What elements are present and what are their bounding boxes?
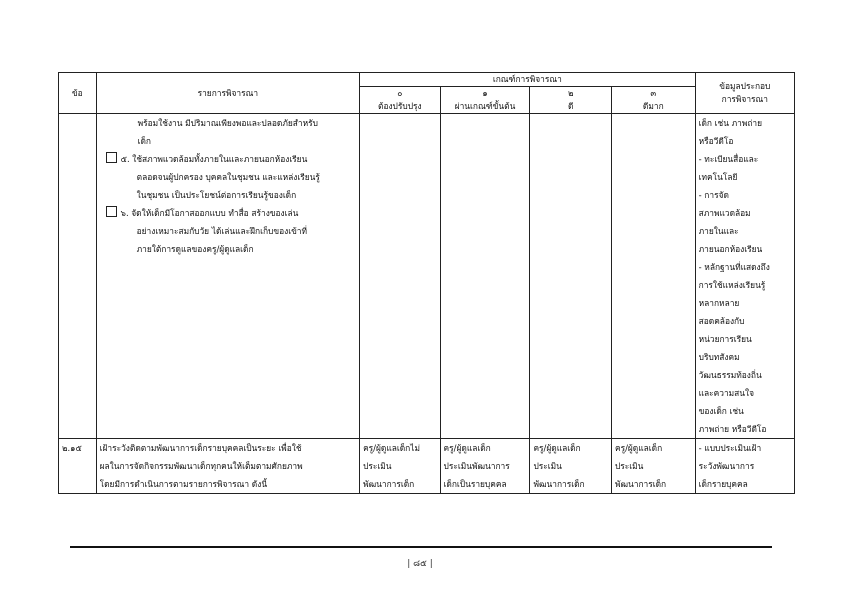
level-number: ๓ <box>650 88 657 98</box>
checklist-item-label: ๕. ใช้สภาพแวดล้อมทั้งภายในและภายนอกห้องเรียน <box>120 154 308 164</box>
info-line: วัฒนธรรมท้องถิ่น <box>698 370 762 380</box>
info-line: หลากหลาย <box>698 298 740 308</box>
info-line: ของเด็ก เช่น <box>698 406 744 416</box>
criteria-line: ประเมิน <box>614 461 644 471</box>
row1-level-2 <box>530 114 612 439</box>
item-text-line: โดยมีการดำเนินการตามรายการพิจารณา ดังนี้ <box>99 479 268 489</box>
checklist-item-6 <box>100 204 356 222</box>
page-number: | ๘๕ | <box>407 559 433 569</box>
row2-level-3 <box>611 439 695 494</box>
info-line: - ทะเบียนสื่อและ <box>698 154 759 164</box>
criteria-line: ประเมิน <box>533 461 562 471</box>
criteria-line: เด็กเป็นรายบุคคล <box>443 479 507 489</box>
header-info <box>695 73 794 114</box>
criteria-line: พัฒนาการเด็ก <box>533 479 585 489</box>
info-line: เทคโนโลยี <box>698 172 738 182</box>
evaluation-table <box>58 72 795 494</box>
level-number: ๐ <box>397 88 403 98</box>
criteria-line: พัฒนาการเด็ก <box>363 479 415 489</box>
level-label: ผ่านเกณฑ์ขั้นต้น <box>454 101 516 111</box>
checklist-item-5 <box>100 150 356 168</box>
header-no: ข้อ <box>59 73 97 114</box>
item-text-line: เด็ก <box>137 136 151 146</box>
info-line: เด็กรายบุคคล <box>698 479 748 489</box>
item-text-line: อย่างเหมาะสมกับวัย ได้เล่นและฝึกเก็บของเข้าที่ <box>136 226 308 236</box>
row1-level-0 <box>360 114 440 439</box>
row2-info <box>695 439 794 494</box>
criteria-line: ครู/ผู้ดูแลเด็ก <box>443 443 491 453</box>
info-line: - แบบประเมินเฝ้า <box>698 443 762 453</box>
info-line: สภาพแวดล้อม <box>698 208 751 218</box>
table-row <box>59 439 795 494</box>
item-text-line: ผลในการจัดกิจกรรมพัฒนาเด็กทุกคนให้เต็มตามศักยภาพ <box>99 461 303 471</box>
level-number: ๒ <box>567 88 574 98</box>
header-info-line-1: ข้อมูลประกอบ <box>719 81 771 91</box>
level-number: ๑ <box>482 88 488 98</box>
info-line: สอดคล้องกับ <box>698 316 745 326</box>
info-line: ภายนอกห้องเรียน <box>698 244 763 254</box>
info-line: - การจัด <box>698 190 729 200</box>
criteria-line: พัฒนาการเด็ก <box>614 479 667 489</box>
header-info-line-2: การพิจารณา <box>721 94 768 104</box>
level-label: ดีมาก <box>642 101 664 111</box>
header-level-3 <box>611 87 695 114</box>
header-criteria: เกณฑ์การพิจารณา <box>360 73 696 87</box>
row2-level-1 <box>440 439 530 494</box>
row2-no: ๒.๑๕ <box>59 439 97 494</box>
table-row <box>59 114 795 439</box>
item-text-line: ตลอดจนผู้ปกครอง บุคคลในชุมชน และแหล่งเรียนรู้ <box>136 172 320 182</box>
row1-item <box>96 114 359 439</box>
info-line: เด็ก เช่น ภาพถ่าย <box>698 118 763 128</box>
checklist-item-label: ๖. จัดให้เด็กมีโอกาสออกแบบ ทำสื่อ สร้างของเล่น <box>120 208 299 218</box>
info-line: บริบทสังคม <box>698 352 740 362</box>
criteria-line: ประเมินพัฒนาการ <box>443 461 510 471</box>
info-line: ภายในและ <box>698 226 739 236</box>
row1-no <box>59 114 97 439</box>
checkbox[interactable] <box>106 206 117 217</box>
row2-item <box>96 439 359 494</box>
item-text-line: เฝ้าระวังติดตามพัฒนาการเด็กรายบุคคลเป็นระยะ เพื่อใช้ <box>99 443 302 453</box>
header-level-1 <box>440 87 530 114</box>
criteria-line: ครู/ผู้ดูแลเด็กไม่ <box>363 443 420 453</box>
info-line: การใช้แหล่งเรียนรู้ <box>698 280 766 290</box>
row1-level-3 <box>611 114 695 439</box>
level-label: ดี <box>567 101 574 111</box>
row1-level-1 <box>440 114 530 439</box>
info-line: และความสนใจ <box>698 388 755 398</box>
header-row-1 <box>59 73 795 87</box>
info-line: ระวังพัฒนาการ <box>698 461 755 471</box>
info-line: ภาพถ่าย หรือวีดีโอ <box>698 424 767 434</box>
criteria-line: ครู/ผู้ดูแลเด็ก <box>614 443 663 453</box>
level-label: ต้องปรับปรุง <box>378 101 422 111</box>
item-text-line: ในชุมชน เป็นประโยชน์ต่อการเรียนรู้ของเด็ก <box>136 190 297 200</box>
info-line: - หลักฐานที่แสดงถึง <box>698 262 770 272</box>
header-level-0 <box>360 87 440 114</box>
criteria-line: ครู/ผู้ดูแลเด็ก <box>533 443 581 453</box>
row1-info <box>695 114 794 439</box>
footer-rule <box>70 546 772 548</box>
row2-level-2 <box>530 439 612 494</box>
item-text-line: พร้อมใช้งาน มีปริมาณเพียงพอและปลอดภัยสำหรับ <box>137 118 318 128</box>
row2-level-0 <box>360 439 440 494</box>
header-item: รายการพิจารณา <box>96 73 359 114</box>
header-level-2 <box>530 87 612 114</box>
info-line: หรือวีดีโอ <box>698 136 734 146</box>
checkbox[interactable] <box>106 152 117 163</box>
criteria-line: ประเมิน <box>363 461 392 471</box>
info-line: หน่วยการเรียน <box>698 334 752 344</box>
item-text-line: ภายใต้การดูแลของครู/ผู้ดูแลเด็ก <box>136 244 254 254</box>
